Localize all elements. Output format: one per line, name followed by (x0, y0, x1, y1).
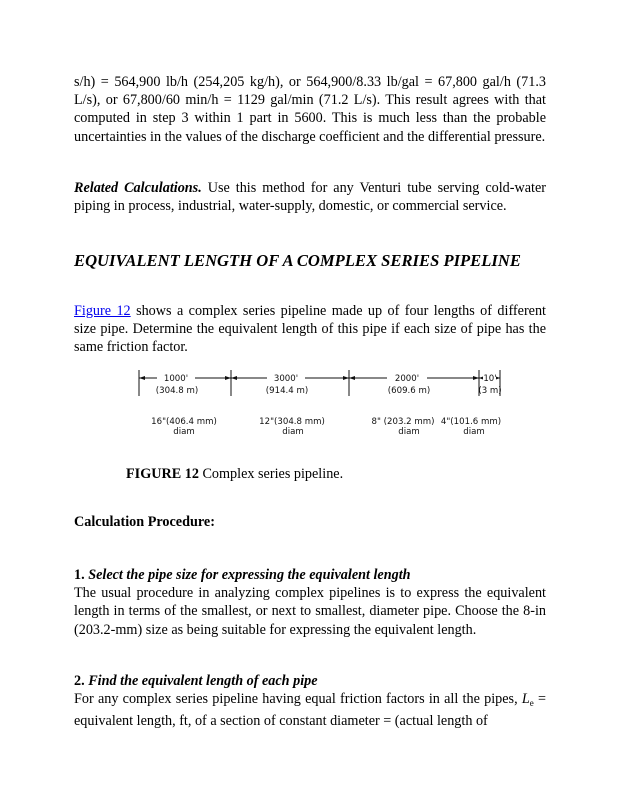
segment-3-length-si: (609.6 m) (387, 386, 431, 396)
segment-1-diam-word: diam (173, 427, 195, 437)
step-1-text: The usual procedure in analyzing complex pipelines is to express the equivalent length in terms of the smallest, or next to smallest, diameter pipe. Choose the 8-in (203.2-mm) size as being suitable for expressing the equivalent length. (74, 585, 546, 638)
step-2-heading (74, 672, 546, 690)
segment-2-diam-word: diam (282, 427, 304, 437)
step-1-heading (74, 566, 546, 584)
segment-1-diameter: 16"(406.4 mm) (151, 417, 217, 427)
related-lead: Related Calculations. (74, 180, 202, 196)
procedure-heading: Calculation Procedure: (74, 514, 215, 530)
segment-4-length: 10' (483, 374, 497, 384)
step-2-title: Find the equivalent length of each pipe (88, 673, 318, 689)
intro-text: shows a complex series pipeline made up of four lengths of different size pipe. Determine the equivalent length of this pipe if each size of pipe has the same friction factor. (74, 303, 546, 356)
segment-2-length: 3000' (273, 374, 299, 384)
segment-2-diameter: 12"(304.8 mm) (259, 417, 325, 427)
segment-3-diameter: 8" (203.2 mm) (371, 417, 435, 427)
step-1 (74, 566, 546, 639)
related-text: Use this method for any Venturi tube serving cold-water piping in process, industrial, water-supply, domestic, or commercial service. (74, 180, 546, 215)
paragraph-intro (74, 302, 546, 357)
segment-1-length: 1000' (163, 374, 189, 384)
step-1-title: Select the pipe size for expressing the equivalent length (88, 567, 411, 583)
step-2-number: 2. (74, 673, 89, 689)
segment-3-length: 2000' (394, 374, 420, 384)
segment-1-length-si: (304.8 m) (155, 386, 199, 396)
step-1-number: 1. (74, 567, 89, 583)
equivalent-length-symbol: L (521, 691, 530, 708)
section-heading: EQUIVALENT LENGTH OF A COMPLEX SERIES PIPELINE (74, 251, 521, 270)
step-2-text-after: = equivalent length, ft, of a section of constant diameter = (actual length of (74, 691, 546, 730)
step-2-text-before: For any complex series pipeline having equal friction factors in all the pipes, (74, 691, 522, 708)
segment-4-diam-word: diam (463, 427, 485, 437)
paragraph-related-calculations (74, 179, 546, 215)
pipeline-figure (137, 368, 507, 440)
paragraph-result: s/h) = 564,900 lb/h (254,205 kg/h), or 564,900/8.33 lb/gal = 67,800 gal/h (71.3 L/s), or 67,800/60 min/h = 1129 gal/min (71.2 L/s). This result agrees with that computed in step 3 within 1 part in 5600. This is much less than the probable uncertainties in the values of the discharge coefficient and the differential pressure. (74, 74, 546, 145)
figure-caption-label: FIGURE 12 (126, 466, 199, 482)
figure-caption-text: Complex series pipeline. (198, 466, 344, 482)
figure-12-link[interactable]: Figure 12 (74, 303, 131, 319)
step-2 (74, 672, 546, 731)
segment-4-diameter: 4"(101.6 mm) (440, 417, 502, 427)
segment-3-diam-word: diam (398, 427, 420, 437)
figure-caption (126, 466, 343, 483)
segment-2-length-si: (914.4 m) (265, 386, 309, 396)
segment-4-length-si: (3 m) (478, 386, 502, 396)
equivalent-length-subscript: e (529, 698, 534, 709)
